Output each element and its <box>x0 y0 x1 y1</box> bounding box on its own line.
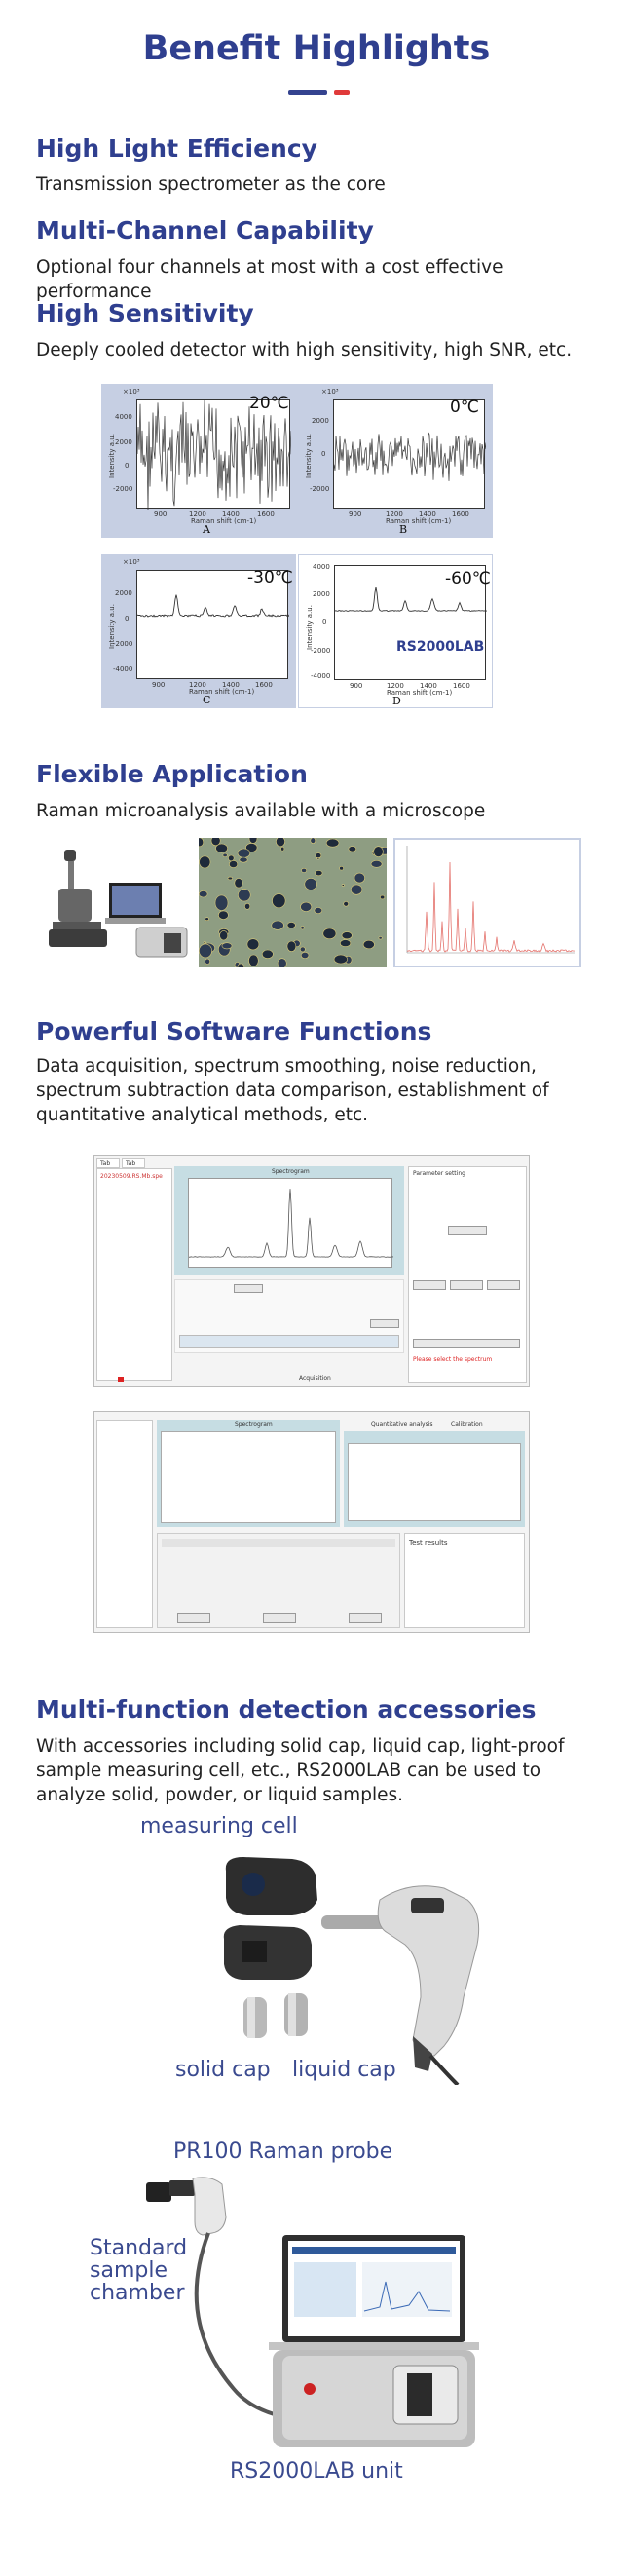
test-results-label: Test results <box>409 1539 448 1547</box>
x-axis-label: Raman shift (cm-1) <box>387 689 453 697</box>
spectrogram-panel-2 <box>157 1420 340 1527</box>
microscope-illustration <box>39 840 193 966</box>
tab-quantitative[interactable]: Quantitative analysis <box>371 1421 433 1428</box>
y-axis-label: Intensity a.u. <box>305 605 314 650</box>
particle <box>342 932 352 939</box>
xtick: 1200 <box>189 681 206 689</box>
xtick: 1400 <box>419 511 436 518</box>
particle <box>200 856 210 868</box>
xtick: 1200 <box>189 511 206 518</box>
parameter-title: Parameter setting <box>413 1170 465 1177</box>
ytick: 0 <box>125 462 130 470</box>
label-rs2000lab-unit: RS2000LAB unit <box>230 2459 403 2483</box>
ytick: -2000 <box>113 485 133 493</box>
probe-unit-illustration <box>136 2175 497 2457</box>
status-text: Acquisition <box>299 1375 331 1382</box>
heading-software-functions: Powerful Software Functions <box>36 1017 432 1045</box>
particle <box>371 860 382 867</box>
title-underline-red <box>334 90 350 95</box>
xtick: 900 <box>154 511 168 518</box>
particle <box>287 923 295 928</box>
xtick: 1600 <box>255 681 273 689</box>
particle <box>249 955 259 966</box>
ytick: 2000 <box>115 438 132 446</box>
spectrum-panel-c <box>101 554 296 708</box>
heading-flexible-application: Flexible Application <box>36 760 308 788</box>
brand-label-d: RS2000LAB <box>396 639 485 655</box>
spectrogram-title: Spectrogram <box>272 1168 310 1175</box>
particle <box>199 944 211 958</box>
spectrum-panel-b <box>298 384 493 538</box>
temp-label-a: 20℃ <box>249 394 289 413</box>
particle <box>301 952 309 958</box>
page-title: Benefit Highlights <box>142 29 491 68</box>
tab-2[interactable] <box>122 1158 145 1168</box>
label-measuring-cell: measuring cell <box>140 1814 298 1838</box>
warning-text: Please select the spectrum <box>413 1356 493 1363</box>
particle <box>301 902 312 911</box>
ytick: -2000 <box>310 485 330 493</box>
particle <box>315 908 322 914</box>
particle <box>323 928 336 939</box>
xtick: 1600 <box>257 511 275 518</box>
text-accessories: With accessories including solid cap, liquid cap, light-proof sample measuring cell, etc., RS2000LAB can be used to analyze solid, powder, or liquid samples. <box>36 1736 565 1805</box>
tab-label: Tab <box>126 1160 136 1167</box>
particle <box>199 890 207 897</box>
ytick: -4000 <box>113 665 133 673</box>
label-standard-sample-chamber: Standard sample chamber <box>90 2236 188 2305</box>
particle <box>205 959 210 964</box>
x-axis-label: Raman shift (cm-1) <box>189 688 255 696</box>
ytick: -2000 <box>311 647 331 655</box>
ytick: 4000 <box>313 563 330 571</box>
particle <box>301 926 304 929</box>
particle <box>205 918 209 921</box>
ytick: 0 <box>321 450 326 458</box>
text-flexible-application: Raman microanalysis available with a microscope <box>36 801 486 821</box>
y-axis-label: Intensity a.u. <box>107 604 116 649</box>
spectrogram-title-2: Spectrogram <box>235 1421 273 1428</box>
particle <box>204 941 205 943</box>
control-button[interactable] <box>370 1319 399 1328</box>
particle <box>238 890 250 901</box>
spectrogram-panel <box>174 1166 404 1275</box>
particle <box>220 930 228 940</box>
y-scale-label: ×10³ <box>123 558 140 566</box>
tab-label: Tab <box>100 1160 111 1167</box>
software-window-2 <box>93 1411 530 1633</box>
particle <box>249 838 257 844</box>
micrograph-photo <box>199 838 387 967</box>
particle <box>287 941 296 952</box>
heading-high-light-efficiency: High Light Efficiency <box>36 134 317 163</box>
accessories-photo <box>214 1851 497 2085</box>
particle <box>300 947 305 952</box>
particle <box>278 959 286 967</box>
heading-multi-channel: Multi-Channel Capability <box>36 216 374 245</box>
xtick: 1600 <box>452 511 469 518</box>
particle <box>317 857 320 859</box>
particle <box>262 950 273 959</box>
particle <box>247 939 259 950</box>
particle <box>354 873 365 883</box>
particle-field <box>199 838 387 967</box>
param-button-5[interactable] <box>413 1339 520 1348</box>
particle <box>229 860 237 867</box>
plot-letter-b: B <box>399 523 408 536</box>
spectrogram-plot-2 <box>161 1431 336 1523</box>
param-button-3[interactable] <box>450 1280 483 1290</box>
particle <box>302 868 307 872</box>
ytick: 0 <box>322 618 327 625</box>
spectrogram-curve <box>189 1179 393 1269</box>
particle <box>216 844 228 852</box>
particle <box>273 894 286 908</box>
red-spectrum-chart <box>395 840 579 966</box>
xtick: 1200 <box>387 682 404 690</box>
particle <box>199 838 204 847</box>
x-axis-label: Raman shift (cm-1) <box>386 517 452 525</box>
analysis-button-1[interactable] <box>177 1613 210 1623</box>
particle <box>379 937 382 940</box>
ytick: -2000 <box>113 640 133 648</box>
text-high-sensitivity: Deeply cooled detector with high sensitivity, high SNR, etc. <box>36 340 573 360</box>
tab-calibration[interactable]: Calibration <box>451 1421 483 1428</box>
particle <box>344 901 349 906</box>
particle <box>316 870 323 875</box>
microscope-photo <box>39 840 193 966</box>
param-button-1[interactable] <box>448 1226 487 1235</box>
particle <box>340 940 351 947</box>
text-software-functions: Data acquisition, spectrum smoothing, noise reduction, spectrum subtraction data comparison, establishment of quantitative analytical methods, etc. <box>36 1056 549 1125</box>
spectrogram-plot <box>188 1178 392 1268</box>
particle <box>349 847 356 852</box>
particle <box>223 853 227 857</box>
label-pr100-probe: PR100 Raman probe <box>173 2140 393 2164</box>
param-button-2[interactable] <box>413 1280 446 1290</box>
particle <box>351 885 362 894</box>
particle <box>244 903 249 909</box>
heading-accessories: Multi-function detection accessories <box>36 1695 537 1724</box>
ytick: 2000 <box>313 590 330 598</box>
particle <box>281 847 284 851</box>
particle <box>311 838 316 844</box>
calibration-plot <box>348 1443 521 1521</box>
calibration-panel <box>344 1431 525 1527</box>
xtick: 900 <box>349 511 362 518</box>
label-liquid-cap: liquid cap <box>292 2058 396 2082</box>
xtick: 900 <box>152 681 166 689</box>
software-window-1 <box>93 1155 530 1387</box>
y-scale-label: ×10³ <box>123 388 140 396</box>
analysis-table-header <box>162 1539 395 1547</box>
noisy-spectrum-a <box>137 400 291 510</box>
xtick: 900 <box>350 682 363 690</box>
acquisition-controls <box>174 1279 404 1353</box>
file-item[interactable]: 20230509.RS.Mb.spe <box>100 1173 163 1180</box>
particle <box>228 877 233 880</box>
y-scale-label: ×10³ <box>321 388 339 396</box>
text-multi-channel: Optional four channels at most with a cost effective performance <box>36 257 503 302</box>
accessories-illustration <box>214 1851 497 2085</box>
particle <box>228 855 234 861</box>
xtick: 1200 <box>386 511 403 518</box>
spectrum-panel-d <box>298 554 493 708</box>
particle <box>342 885 344 887</box>
particle <box>272 921 284 929</box>
probe-and-unit-photo <box>136 2175 497 2457</box>
xtick: 1600 <box>453 682 470 690</box>
text-high-light-efficiency: Transmission spectrometer as the core <box>36 174 386 195</box>
particle <box>215 895 228 911</box>
xtick: 1400 <box>222 681 240 689</box>
file-list-2[interactable] <box>96 1420 153 1628</box>
spectrum-panel-a <box>101 384 298 538</box>
particle <box>218 911 228 920</box>
ytick: -4000 <box>311 672 331 680</box>
xtick: 1400 <box>420 682 437 690</box>
title-underline-blue <box>288 90 327 95</box>
ytick: 2000 <box>312 417 329 425</box>
analysis-table <box>157 1533 400 1628</box>
particle <box>276 838 284 847</box>
particle <box>374 847 384 857</box>
label-solid-cap: solid cap <box>175 2058 271 2082</box>
plot-letter-a: A <box>203 523 210 536</box>
analysis-button-3[interactable] <box>349 1613 382 1623</box>
temp-label-c: -30℃ <box>247 568 293 587</box>
analysis-button-2[interactable] <box>263 1613 296 1623</box>
particle <box>326 839 339 847</box>
particle <box>340 866 344 870</box>
temp-label-b: 0℃ <box>450 398 479 417</box>
file-list[interactable] <box>96 1168 172 1381</box>
heading-high-sensitivity: High Sensitivity <box>36 299 254 327</box>
particle <box>334 955 348 964</box>
y-axis-label: Intensity a.u. <box>304 434 313 478</box>
control-button[interactable] <box>234 1284 263 1293</box>
status-indicator <box>118 1377 124 1382</box>
tab-1[interactable] <box>96 1158 120 1168</box>
particle <box>238 964 244 967</box>
ytick: 2000 <box>115 589 132 597</box>
particle <box>222 943 232 949</box>
test-results-panel <box>404 1533 525 1628</box>
y-axis-label: Intensity a.u. <box>107 434 116 478</box>
particle <box>380 895 384 899</box>
temp-label-d: -60℃ <box>445 569 491 588</box>
raman-spectrum-photo <box>393 838 581 967</box>
spectrum-plot-a <box>136 399 290 509</box>
plot-letter-c: C <box>203 694 211 706</box>
param-button-4[interactable] <box>487 1280 520 1290</box>
particle <box>240 857 247 862</box>
particle <box>363 940 374 949</box>
particle <box>305 878 317 890</box>
ytick: 0 <box>125 615 130 623</box>
results-table <box>179 1335 399 1348</box>
parameter-panel <box>408 1166 527 1383</box>
plot-letter-d: D <box>392 695 401 707</box>
x-axis-label: Raman shift (cm-1) <box>191 517 257 525</box>
xtick: 1400 <box>222 511 240 518</box>
ytick: 4000 <box>115 413 132 421</box>
particle <box>235 879 242 889</box>
particle <box>238 849 250 857</box>
